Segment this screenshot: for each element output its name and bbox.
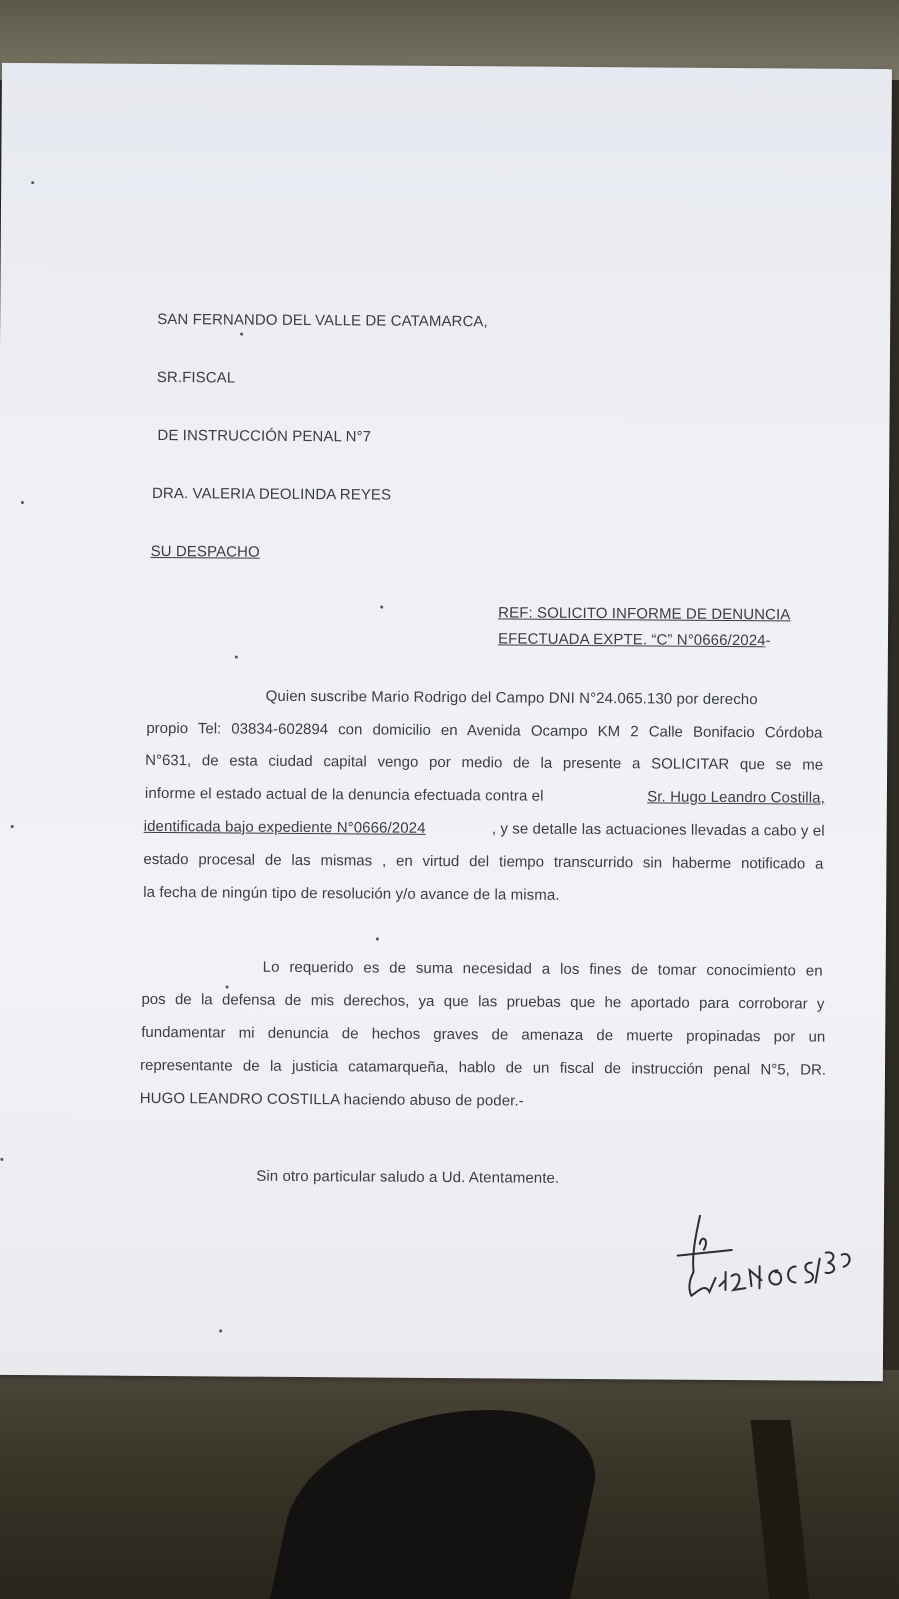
speck <box>219 1329 222 1332</box>
signature-icon <box>669 1210 860 1306</box>
speck <box>31 181 34 184</box>
closing-line: Sin otro particular saludo a Ud. Atentamente. <box>256 1167 560 1187</box>
city-line: SAN FERNANDO DEL VALLE DE CATAMARCA, <box>157 310 488 331</box>
speck <box>380 606 383 609</box>
reference-line-1: REF: SOLICITO INFORME DE DENUNCIA <box>498 604 791 624</box>
speck <box>21 501 24 504</box>
recipient-closing: SU DESPACHO <box>150 542 260 561</box>
speck <box>235 656 238 659</box>
speck <box>240 333 243 336</box>
paragraph-1-line-6: estado procesal de las mismas , en virtud del tiempo transcurrido sin haberme notificado a <box>143 850 824 873</box>
paragraph-1-line-5-text: , y se detalle las actuaciones llevadas a cabo y el <box>491 820 825 840</box>
speck <box>0 1158 3 1161</box>
paragraph-1-line-7: la fecha de ningún tipo de resolución y/o avance de la misma. <box>143 883 560 904</box>
speck <box>226 985 229 988</box>
paragraph-1-line-1: Quien suscribe Mario Rodrigo del Campo DNI N°24.065.130 por derecho <box>265 687 758 709</box>
document-page <box>0 63 892 1381</box>
accused-name: Sr. Hugo Leandro Costilla, <box>647 788 825 807</box>
recipient-name: DRA. VALERIA DEOLINDA REYES <box>151 484 392 504</box>
paragraph-1-line-3: N°631, de esta ciudad capital vengo por medio de la presente a SOLICITAR que se me <box>145 751 824 774</box>
reference-expediente: EFECTUADA EXPTE. “C” N°0666/2024 <box>497 630 766 650</box>
recipient-title: SR.FISCAL <box>156 368 236 387</box>
paragraph-1-line-4-text: informe el estado actual de la denuncia efectuada contra el <box>144 784 544 805</box>
reference-line-2 <box>498 630 771 649</box>
speck <box>376 938 379 941</box>
paragraph-1-line-4 <box>145 785 825 807</box>
speck <box>11 825 14 828</box>
paragraph-1-line-2: propio Tel: 03834-602894 con domicilio en Avenida Ocampo KM 2 Calle Bonifacio Córdoba <box>146 719 823 742</box>
paragraph-2-line-4: representante de la justicia catamarqueña, hablo de un fiscal de instrucción penal N°5, DR. <box>139 1056 827 1079</box>
paragraph-2-line-5: HUGO LEANDRO COSTILLA haciendo abuso de poder.- <box>139 1089 524 1110</box>
paragraph-2-line-1: Lo requerido es de suma necesidad a los fines de tomar conocimiento en <box>262 958 823 980</box>
recipient-office: DE INSTRUCCIÓN PENAL N°7 <box>157 426 372 446</box>
paragraph-1-line-5 <box>144 818 825 840</box>
paragraph-2-line-2: pos de la defensa de mis derechos, ya que las pruebas que he aportado para corroborar y <box>141 990 825 1013</box>
paragraph-2-line-3: fundamentar mi denuncia de hechos graves de amenaza de muerte propinadas por un <box>141 1023 826 1046</box>
expediente-reference: identificada bajo expediente N°0666/2024 <box>143 817 426 837</box>
reference-dash: - <box>765 632 771 650</box>
